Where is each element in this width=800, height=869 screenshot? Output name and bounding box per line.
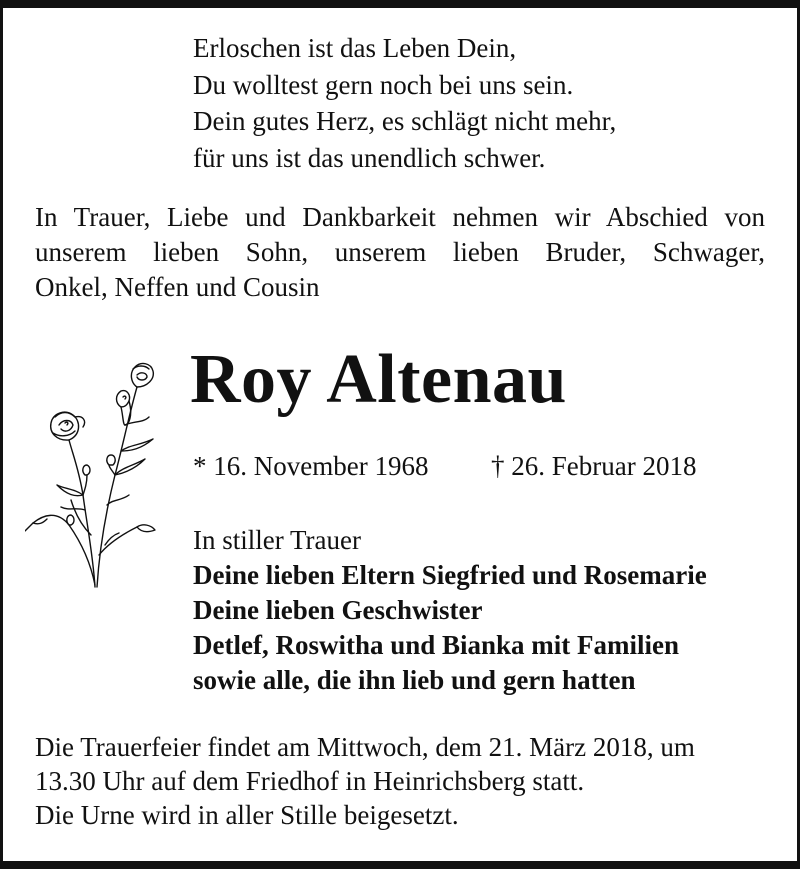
intro-text <box>35 200 765 305</box>
mourners-heading: In stiller Trauer <box>193 525 361 555</box>
poem-line: Dein gutes Herz, es schlägt nicht mehr, <box>193 106 617 136</box>
death-date: † 26. Februar 2018 <box>491 451 697 481</box>
poem <box>193 30 616 176</box>
deceased-name: Roy Altenau <box>190 341 567 418</box>
intro-line: Onkel, Neffen und Cousin <box>35 272 320 302</box>
life-dates <box>193 449 697 483</box>
poem-line: Erloschen ist das Leben Dein, <box>193 33 517 63</box>
birth-date: * 16. November 1968 <box>193 451 429 481</box>
mourners-block <box>193 523 707 698</box>
funeral-info-line: 13.30 Uhr auf dem Friedhof in Heinrichsberg statt. <box>35 766 585 796</box>
funeral-info-line: Die Trauerfeier findet am Mittwoch, dem 21. März 2018, um <box>35 732 695 762</box>
funeral-info <box>35 730 695 832</box>
flower-illustration <box>25 355 170 595</box>
intro-line: In Trauer, Liebe und Dankbarkeit nehmen wir Abschied von <box>35 202 765 232</box>
mourners-line: Deine lieben Eltern Siegfried und Rosemarie <box>193 560 707 590</box>
funeral-info-line: Die Urne wird in aller Stille beigesetzt. <box>35 800 459 830</box>
poem-line: Du wolltest gern noch bei uns sein. <box>193 69 574 100</box>
intro-line: unserem lieben Sohn, unserem lieben Bruder, Schwager, <box>35 237 765 267</box>
mourners-line: Detlef, Roswitha und Bianka mit Familien <box>193 630 680 660</box>
mourners-line: sowie alle, die ihn lieb und gern hatten <box>193 665 636 695</box>
mourners-line: Deine lieben Geschwister <box>193 595 483 625</box>
poem-line: für uns ist das unendlich schwer. <box>193 142 546 173</box>
